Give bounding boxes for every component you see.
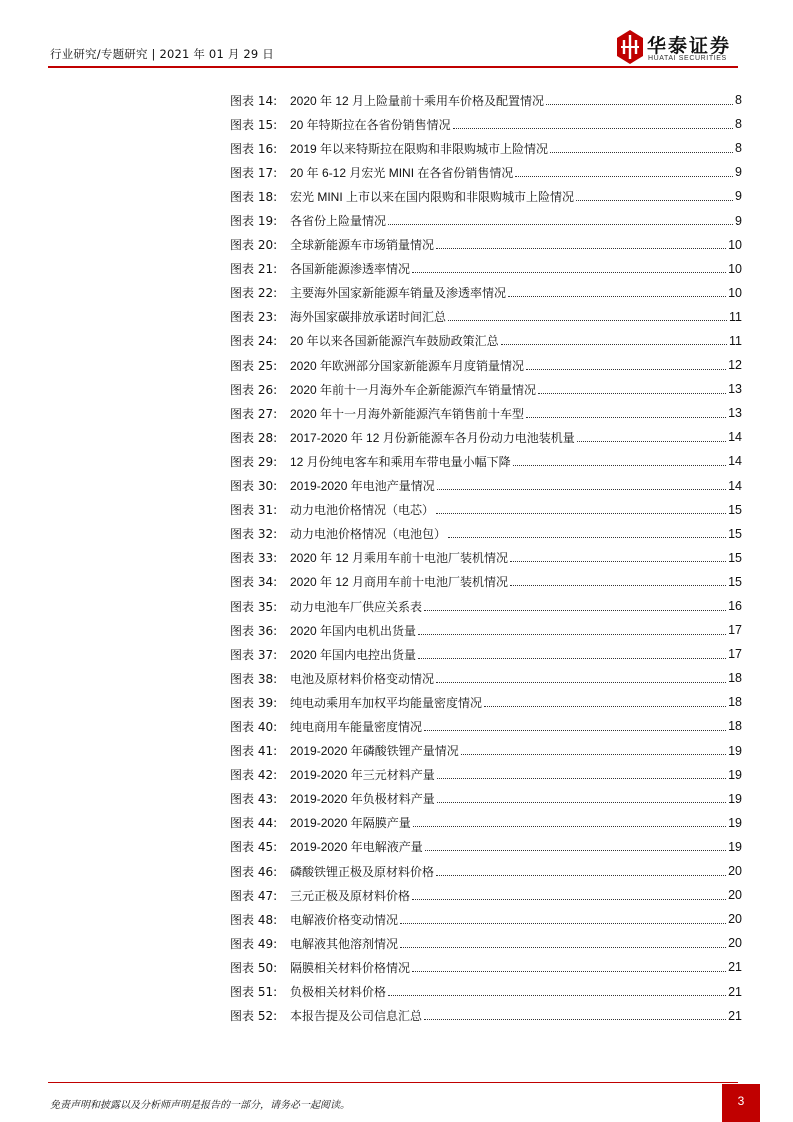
toc-leader-dots — [513, 465, 726, 466]
toc-entry[interactable] — [230, 763, 742, 787]
toc-entry-title: 纯电动乘用车加权平均能量密度情况 — [290, 695, 483, 710]
toc-entry-title: 磷酸铁锂正极及原材料价格 — [290, 864, 435, 879]
toc-entry-page: 9 — [735, 213, 742, 228]
toc-entry-label: 图表 16: — [230, 141, 278, 156]
toc-leader-dots — [538, 393, 726, 394]
toc-entry-label: 图表 37: — [230, 647, 278, 662]
toc-leader-dots — [508, 296, 726, 297]
toc-entry[interactable] — [230, 979, 742, 1003]
toc-entry-label: 图表 23: — [230, 310, 278, 325]
toc-entry-page: 18 — [728, 695, 742, 710]
toc-entry-page: 11 — [729, 309, 742, 324]
toc-entry-page: 9 — [735, 165, 742, 180]
toc-entry-label: 图表 40: — [230, 719, 278, 734]
page-number: 3 — [722, 1084, 760, 1122]
toc-leader-dots — [418, 634, 726, 635]
table-of-figures — [230, 88, 742, 1028]
toc-leader-dots — [526, 417, 726, 418]
toc-leader-dots — [436, 682, 726, 683]
toc-entry-title: 隔膜相关材料价格情况 — [290, 960, 411, 975]
toc-entry-page: 20 — [728, 864, 742, 879]
toc-entry-page: 21 — [728, 1008, 742, 1023]
toc-entry-label: 图表 51: — [230, 985, 278, 1000]
toc-entry-label: 图表 31: — [230, 503, 278, 518]
toc-entry-label: 图表 52: — [230, 1009, 278, 1024]
toc-entry-label: 图表 15: — [230, 117, 278, 132]
toc-leader-dots — [461, 754, 726, 755]
toc-entry-page: 13 — [728, 382, 742, 397]
toc-leader-dots — [436, 875, 726, 876]
toc-entry-page: 14 — [728, 478, 742, 493]
toc-leader-dots — [510, 585, 726, 586]
toc-leader-dots — [501, 344, 727, 345]
toc-entry[interactable] — [230, 136, 742, 160]
toc-entry-title: 2017-2020 年 12 月份新能源车各月份动力电池装机量 — [290, 430, 575, 445]
toc-leader-dots — [437, 802, 726, 803]
toc-entry-label: 图表 32: — [230, 527, 278, 542]
toc-entry-title: 本报告提及公司信息汇总 — [290, 1009, 423, 1024]
toc-entry-title: 海外国家碳排放承诺时间汇总 — [290, 310, 447, 325]
toc-leader-dots — [436, 513, 726, 514]
toc-leader-dots — [484, 706, 726, 707]
toc-entry[interactable] — [230, 160, 742, 184]
toc-entry-page: 10 — [728, 285, 742, 300]
toc-leader-dots — [577, 441, 726, 442]
toc-entry-label: 图表 44: — [230, 816, 278, 831]
toc-leader-dots — [550, 152, 733, 153]
toc-entry[interactable] — [230, 281, 742, 305]
toc-entry-label: 图表 14: — [230, 93, 278, 108]
toc-leader-dots — [510, 561, 726, 562]
toc-entry-label: 图表 18: — [230, 189, 278, 204]
toc-entry-page: 20 — [728, 888, 742, 903]
toc-entry-label: 图表 49: — [230, 936, 278, 951]
toc-leader-dots — [425, 850, 726, 851]
toc-entry-title: 2020 年国内电机出货量 — [290, 623, 417, 638]
toc-entry-label: 图表 22: — [230, 286, 278, 301]
toc-entry-page: 21 — [728, 960, 742, 975]
toc-entry-title: 2020 年十一月海外新能源汽车销售前十车型 — [290, 406, 525, 421]
toc-entry[interactable] — [230, 88, 742, 112]
toc-entry-title: 电解液价格变动情况 — [290, 912, 399, 927]
toc-entry-title: 各省份上险量情况 — [290, 214, 387, 229]
toc-entry-label: 图表 27: — [230, 406, 278, 421]
toc-entry[interactable] — [230, 690, 742, 714]
toc-leader-dots — [413, 826, 726, 827]
toc-entry-title: 2020 年 12 月商用车前十电池厂装机情况 — [290, 575, 509, 590]
toc-entry-title: 12 月份纯电客车和乘用车带电量小幅下降 — [290, 454, 511, 469]
toc-entry-title: 2020 年 12 月乘用车前十电池厂装机情况 — [290, 551, 509, 566]
toc-entry-label: 图表 25: — [230, 358, 278, 373]
toc-entry[interactable] — [230, 208, 742, 232]
toc-entry[interactable] — [230, 112, 742, 136]
toc-leader-dots — [400, 923, 726, 924]
toc-entry-label: 图表 30: — [230, 479, 278, 494]
toc-entry[interactable] — [230, 883, 742, 907]
toc-leader-dots — [412, 272, 726, 273]
toc-entry[interactable] — [230, 739, 742, 763]
toc-entry[interactable] — [230, 425, 742, 449]
toc-entry-page: 15 — [728, 574, 742, 589]
toc-entry-page: 10 — [728, 237, 742, 252]
toc-entry-page: 17 — [728, 647, 742, 662]
toc-entry-page: 18 — [728, 719, 742, 734]
toc-entry[interactable] — [230, 546, 742, 570]
toc-entry-title: 20 年 6-12 月宏光 MINI 在各省份销售情况 — [290, 165, 514, 180]
toc-entry-title: 2020 年 12 月上险量前十乘用车价格及配置情况 — [290, 93, 545, 108]
breadcrumb: 行业研究/专题研究 | 2021 年 01 月 29 日 — [50, 47, 274, 61]
toc-entry-label: 图表 35: — [230, 599, 278, 614]
toc-entry-title: 2019-2020 年磷酸铁锂产量情况 — [290, 744, 459, 759]
toc-entry-title: 动力电池价格情况（电池包） — [290, 527, 447, 542]
toc-entry-title: 纯电商用车能量密度情况 — [290, 719, 423, 734]
toc-leader-dots — [424, 730, 726, 731]
toc-entry[interactable] — [230, 811, 742, 835]
footer-divider — [48, 1082, 738, 1083]
toc-entry-page: 19 — [728, 791, 742, 806]
toc-entry-title: 2019-2020 年负极材料产量 — [290, 792, 435, 807]
toc-leader-dots — [448, 320, 727, 321]
toc-entry-page: 12 — [728, 358, 742, 373]
toc-entry[interactable] — [230, 714, 742, 738]
toc-entry[interactable] — [230, 787, 742, 811]
toc-entry-label: 图表 36: — [230, 623, 278, 638]
toc-entry-page: 19 — [728, 839, 742, 854]
toc-entry-label: 图表 45: — [230, 840, 278, 855]
toc-entry-page: 14 — [728, 454, 742, 469]
toc-entry[interactable] — [230, 257, 742, 281]
toc-leader-dots — [418, 658, 726, 659]
toc-leader-dots — [453, 128, 733, 129]
toc-entry-label: 图表 50: — [230, 960, 278, 975]
toc-leader-dots — [436, 248, 726, 249]
toc-entry-label: 图表 29: — [230, 454, 278, 469]
toc-entry-title: 2019-2020 年三元材料产量 — [290, 768, 435, 783]
toc-leader-dots — [412, 971, 726, 972]
toc-entry-label: 图表 21: — [230, 262, 278, 277]
toc-entry-page: 8 — [735, 93, 742, 108]
toc-entry-page: 15 — [728, 526, 742, 541]
toc-entry[interactable] — [230, 955, 742, 979]
toc-entry[interactable] — [230, 184, 742, 208]
toc-entry[interactable] — [230, 353, 742, 377]
toc-entry[interactable] — [230, 618, 742, 642]
toc-entry-page: 17 — [728, 623, 742, 638]
toc-entry[interactable] — [230, 498, 742, 522]
toc-leader-dots — [448, 537, 726, 538]
toc-entry-label: 图表 24: — [230, 334, 278, 349]
toc-entry-title: 各国新能源渗透率情况 — [290, 262, 411, 277]
toc-leader-dots — [424, 1019, 726, 1020]
toc-entry[interactable] — [230, 449, 742, 473]
toc-entry-title: 动力电池价格情况（电芯） — [290, 503, 435, 518]
toc-entry[interactable] — [230, 931, 742, 955]
toc-entry-page: 11 — [729, 333, 742, 348]
toc-entry-title: 20 年以来各国新能源汽车鼓励政策汇总 — [290, 334, 499, 349]
toc-entry[interactable] — [230, 1004, 742, 1028]
toc-entry-page: 19 — [728, 767, 742, 782]
toc-leader-dots — [400, 947, 726, 948]
toc-leader-dots — [424, 610, 726, 611]
page-header — [0, 0, 793, 70]
toc-leader-dots — [412, 899, 726, 900]
toc-entry[interactable] — [230, 377, 742, 401]
toc-entry-page: 8 — [735, 117, 742, 132]
toc-entry[interactable] — [230, 474, 742, 498]
toc-entry-page: 16 — [728, 599, 742, 614]
toc-entry-page: 19 — [728, 743, 742, 758]
toc-entry-page: 19 — [728, 815, 742, 830]
toc-entry-title: 20 年特斯拉在各省份销售情况 — [290, 117, 451, 132]
toc-leader-dots — [526, 369, 726, 370]
toc-entry-page: 18 — [728, 671, 742, 686]
toc-entry-title: 2020 年前十一月海外车企新能源汽车销量情况 — [290, 382, 537, 397]
toc-entry-page: 20 — [728, 912, 742, 927]
toc-leader-dots — [437, 778, 726, 779]
toc-leader-dots — [576, 200, 733, 201]
toc-entry-title: 电解液其他溶剂情况 — [290, 936, 399, 951]
toc-entry-page: 21 — [728, 984, 742, 999]
toc-leader-dots — [515, 176, 733, 177]
toc-entry-label: 图表 34: — [230, 575, 278, 590]
toc-entry-title: 2020 年国内电控出货量 — [290, 647, 417, 662]
toc-entry-page: 14 — [728, 430, 742, 445]
toc-entry-page: 9 — [735, 189, 742, 204]
toc-entry-title: 2019-2020 年电池产量情况 — [290, 479, 435, 494]
toc-entry-page: 15 — [728, 502, 742, 517]
toc-entry[interactable] — [230, 594, 742, 618]
toc-entry[interactable] — [230, 305, 742, 329]
toc-leader-dots — [437, 489, 726, 490]
toc-entry-label: 图表 38: — [230, 671, 278, 686]
huatai-logo-icon — [617, 30, 643, 64]
toc-entry-label: 图表 43: — [230, 792, 278, 807]
toc-entry-page: 13 — [728, 406, 742, 421]
toc-entry-title: 全球新能源车市场销量情况 — [290, 238, 435, 253]
toc-entry-page: 20 — [728, 936, 742, 951]
toc-entry[interactable] — [230, 859, 742, 883]
footer-disclaimer: 免责声明和披露以及分析师声明是报告的一部分，请务必一起阅读。 — [50, 1100, 350, 1111]
toc-entry-label: 图表 28: — [230, 430, 278, 445]
toc-entry-label: 图表 41: — [230, 744, 278, 759]
toc-entry-label: 图表 33: — [230, 551, 278, 566]
toc-entry[interactable] — [230, 666, 742, 690]
toc-entry-title: 三元正极及原材料价格 — [290, 888, 411, 903]
toc-leader-dots — [546, 104, 733, 105]
toc-entry-label: 图表 39: — [230, 695, 278, 710]
toc-leader-dots — [388, 995, 726, 996]
toc-entry[interactable] — [230, 329, 742, 353]
toc-entry-label: 图表 17: — [230, 165, 278, 180]
toc-entry[interactable] — [230, 835, 742, 859]
header-divider — [48, 66, 738, 68]
toc-entry[interactable] — [230, 642, 742, 666]
toc-entry-label: 图表 20: — [230, 238, 278, 253]
toc-entry-page: 10 — [728, 261, 742, 276]
toc-entry-label: 图表 19: — [230, 214, 278, 229]
toc-entry-page: 15 — [728, 550, 742, 565]
toc-entry[interactable] — [230, 522, 742, 546]
toc-entry[interactable] — [230, 907, 742, 931]
toc-entry-title: 2019-2020 年电解液产量 — [290, 840, 423, 855]
logo-chinese-name: 华泰证券 — [647, 35, 732, 57]
logo-english-name: HUATAI SECURITIES — [648, 55, 727, 62]
toc-entry-title: 2019 年以来特斯拉在限购和非限购城市上险情况 — [290, 141, 549, 156]
toc-entry-label: 图表 48: — [230, 912, 278, 927]
toc-leader-dots — [388, 224, 733, 225]
toc-entry[interactable] — [230, 401, 742, 425]
toc-entry-label: 图表 47: — [230, 888, 278, 903]
toc-entry-title: 动力电池车厂供应关系表 — [290, 599, 423, 614]
toc-entry-title: 主要海外国家新能源车销量及渗透率情况 — [290, 286, 507, 301]
toc-entry-label: 图表 42: — [230, 768, 278, 783]
toc-entry-title: 负极相关材料价格 — [290, 985, 387, 1000]
toc-entry-label: 图表 26: — [230, 382, 278, 397]
toc-entry-title: 宏光 MINI 上市以来在国内限购和非限购城市上险情况 — [290, 189, 574, 204]
toc-entry[interactable] — [230, 570, 742, 594]
toc-entry-label: 图表 46: — [230, 864, 278, 879]
toc-entry-page: 8 — [735, 141, 742, 156]
company-logo — [617, 30, 747, 66]
toc-entry[interactable] — [230, 233, 742, 257]
toc-entry-title: 2019-2020 年隔膜产量 — [290, 816, 411, 831]
toc-entry-title: 2020 年欧洲部分国家新能源车月度销量情况 — [290, 358, 525, 373]
toc-entry-title: 电池及原材料价格变动情况 — [290, 671, 435, 686]
